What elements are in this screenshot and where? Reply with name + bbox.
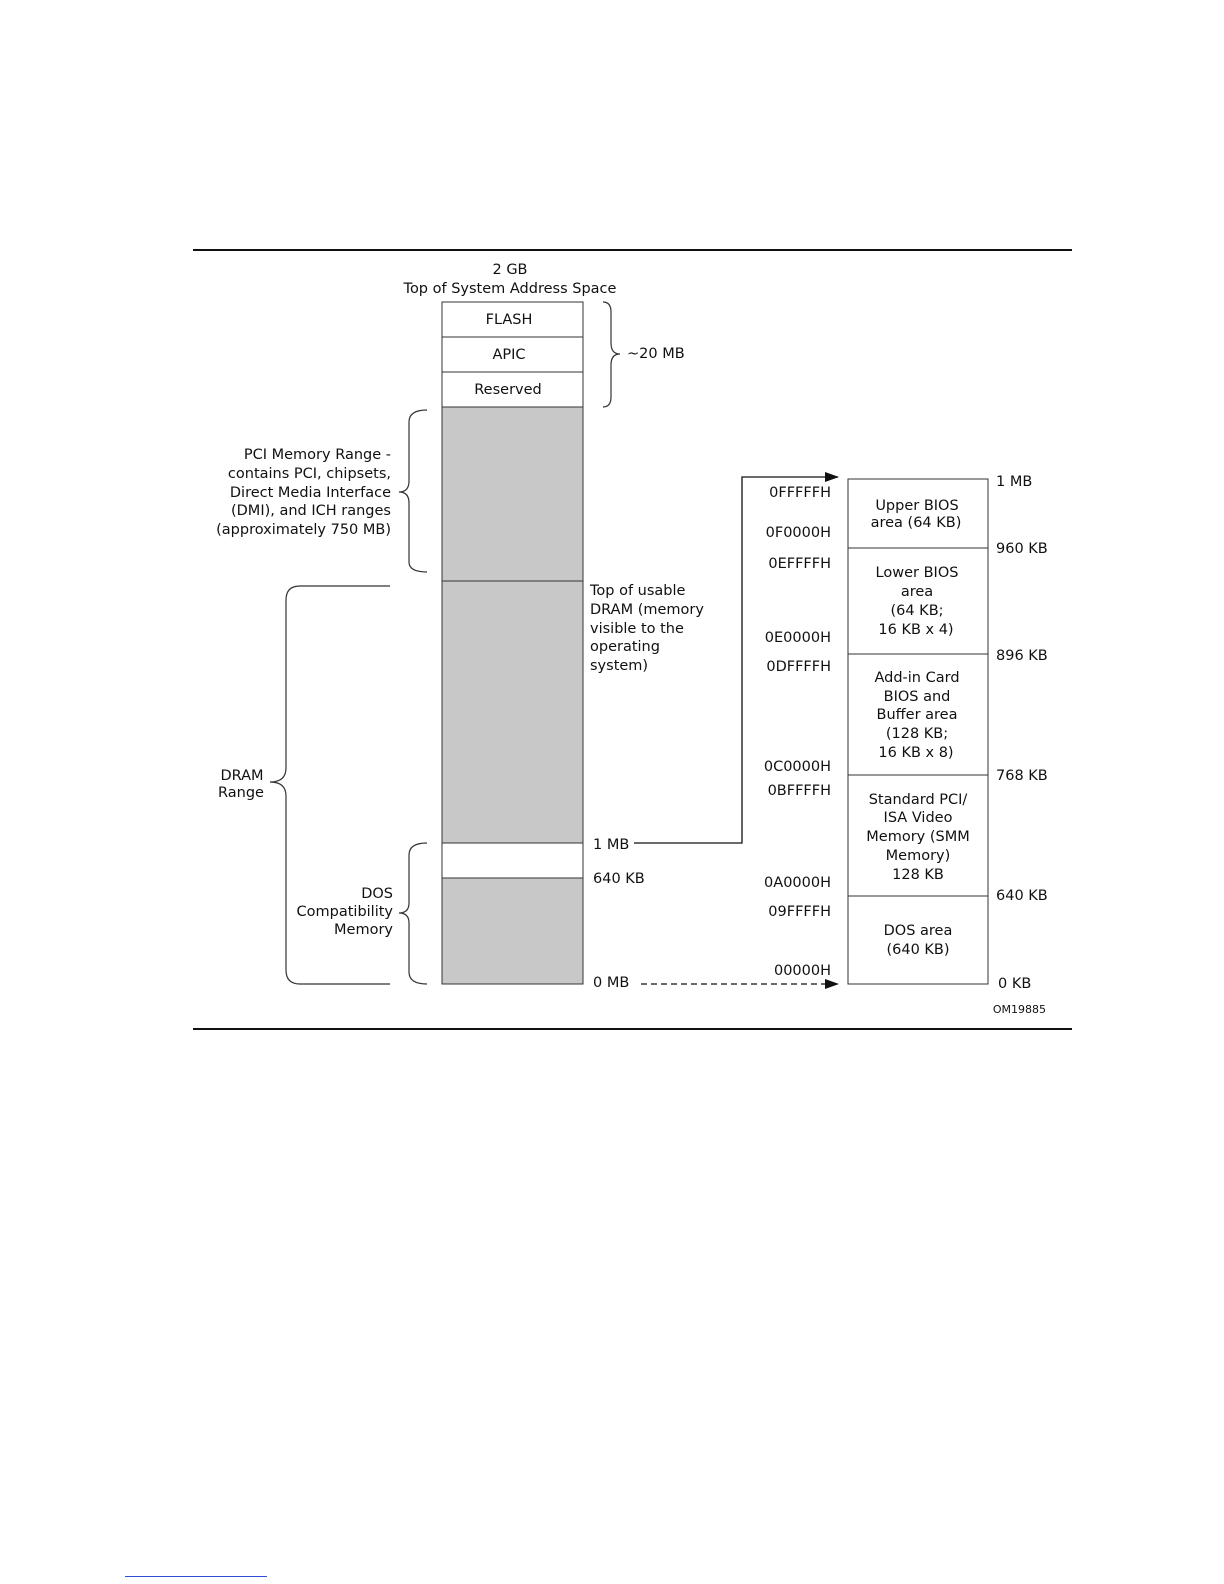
addr-0fffffh: 0FFFFFH [769,485,831,501]
addr-00000h: 00000H [773,963,831,979]
addr-0c0000h: 0C0000H [763,759,831,775]
top-usable-line-5: system) [590,658,649,674]
addin-line-1: Add-in Card [874,670,960,686]
top-label-address-space: Top of System Address Space [403,281,617,297]
pci-memory-region [442,407,583,581]
addr-0a0000h: 0A0000H [764,875,831,891]
addr-0e0000h: 0E0000H [764,630,831,646]
pci-range-line-1: PCI Memory Range - [243,447,391,463]
flash-label: FLASH [485,312,533,328]
addin-line-5: 16 KB x 8) [878,745,954,761]
std-pci-line-1: Standard PCI/ [868,792,968,808]
addin-line-4: (128 KB; [885,726,949,742]
top-usable-line-4: operating [590,639,660,655]
address-labels [764,485,831,979]
system-memory-column [442,302,583,984]
lower-bios-block [848,548,988,654]
addin-line-2: BIOS and [883,689,951,705]
first-megabyte-column [848,479,988,984]
top-usable-line-1: Top of usable [590,583,686,599]
addin-line-3: Buffer area [876,707,958,723]
std-pci-line-5: 128 KB [892,867,944,883]
dram-label-line-2: Range [218,785,264,801]
rmark-768kb: 768 KB [996,768,1048,784]
dos-area-line-1: DOS area [883,923,953,939]
brace-20mb [603,302,620,407]
std-pci-line-2: ISA Video [883,810,953,826]
rmark-960kb: 960 KB [996,541,1048,557]
addr-09ffffh: 09FFFFH [768,904,831,920]
upper-bios-line-1: Upper BIOS [875,498,959,514]
std-pci-line-4: Memory) [885,848,951,864]
lower-bios-line-1: Lower BIOS [875,565,959,581]
reserved-label: Reserved [474,382,542,398]
dos-compat-line-3: Memory [334,922,393,938]
approx-20mb-label: ~20 MB [627,346,685,362]
footer-link-underline[interactable] [125,1576,267,1577]
usable-dram-region [442,581,583,843]
dos-area-block [848,896,988,984]
rmark-896kb: 896 KB [996,648,1048,664]
lower-bios-line-4: 16 KB x 4) [878,622,954,638]
figure-id: OM19885 [992,1003,1046,1016]
apic-label: APIC [492,347,526,363]
pci-range-label [216,447,391,538]
rmark-1mb: 1 MB [996,474,1033,490]
mark-1mb: 1 MB [593,837,630,853]
pci-range-line-3: Direct Media Interface [229,485,391,501]
dos-compat-line-2: Compatibility [296,904,393,920]
pci-range-line-2: contains PCI, chipsets, [227,466,391,482]
brace-pci-range [399,410,427,572]
pci-range-line-5: (approximately 750 MB) [216,522,391,538]
lower-bios-line-2: area [900,584,934,600]
addr-0bffffh: 0BFFFFH [767,783,831,799]
brace-dos-compat [399,843,427,984]
upper-memory-region [442,843,583,878]
dos-memory-region [442,878,583,984]
mark-640kb: 640 KB [593,871,645,887]
right-size-markers [996,474,1048,992]
addr-0f0000h: 0F0000H [765,525,831,541]
upper-bios-line-2: area (64 KB) [870,515,962,531]
top-label-2gb: 2 GB [492,262,528,278]
dos-area-line-2: (640 KB) [886,942,950,958]
top-usable-dram-label [589,583,704,674]
dos-compat-line-1: DOS [361,886,393,902]
mark-0mb: 0 MB [593,975,630,991]
rmark-0kb: 0 KB [998,976,1032,992]
dos-compat-label [297,886,394,938]
pci-range-line-4: (DMI), and ICH ranges [230,503,391,519]
rmark-640kb: 640 KB [996,888,1048,904]
top-usable-line-2: DRAM (memory [590,602,704,618]
top-usable-line-3: visible to the [590,621,684,637]
addr-0effffh: 0EFFFFH [768,556,831,572]
std-pci-line-3: Memory (SMM [866,829,970,845]
lower-bios-line-3: (64 KB; [890,603,944,619]
addr-0dffffh: 0DFFFFH [766,659,831,675]
dram-label-line-1: DRAM [220,768,264,784]
